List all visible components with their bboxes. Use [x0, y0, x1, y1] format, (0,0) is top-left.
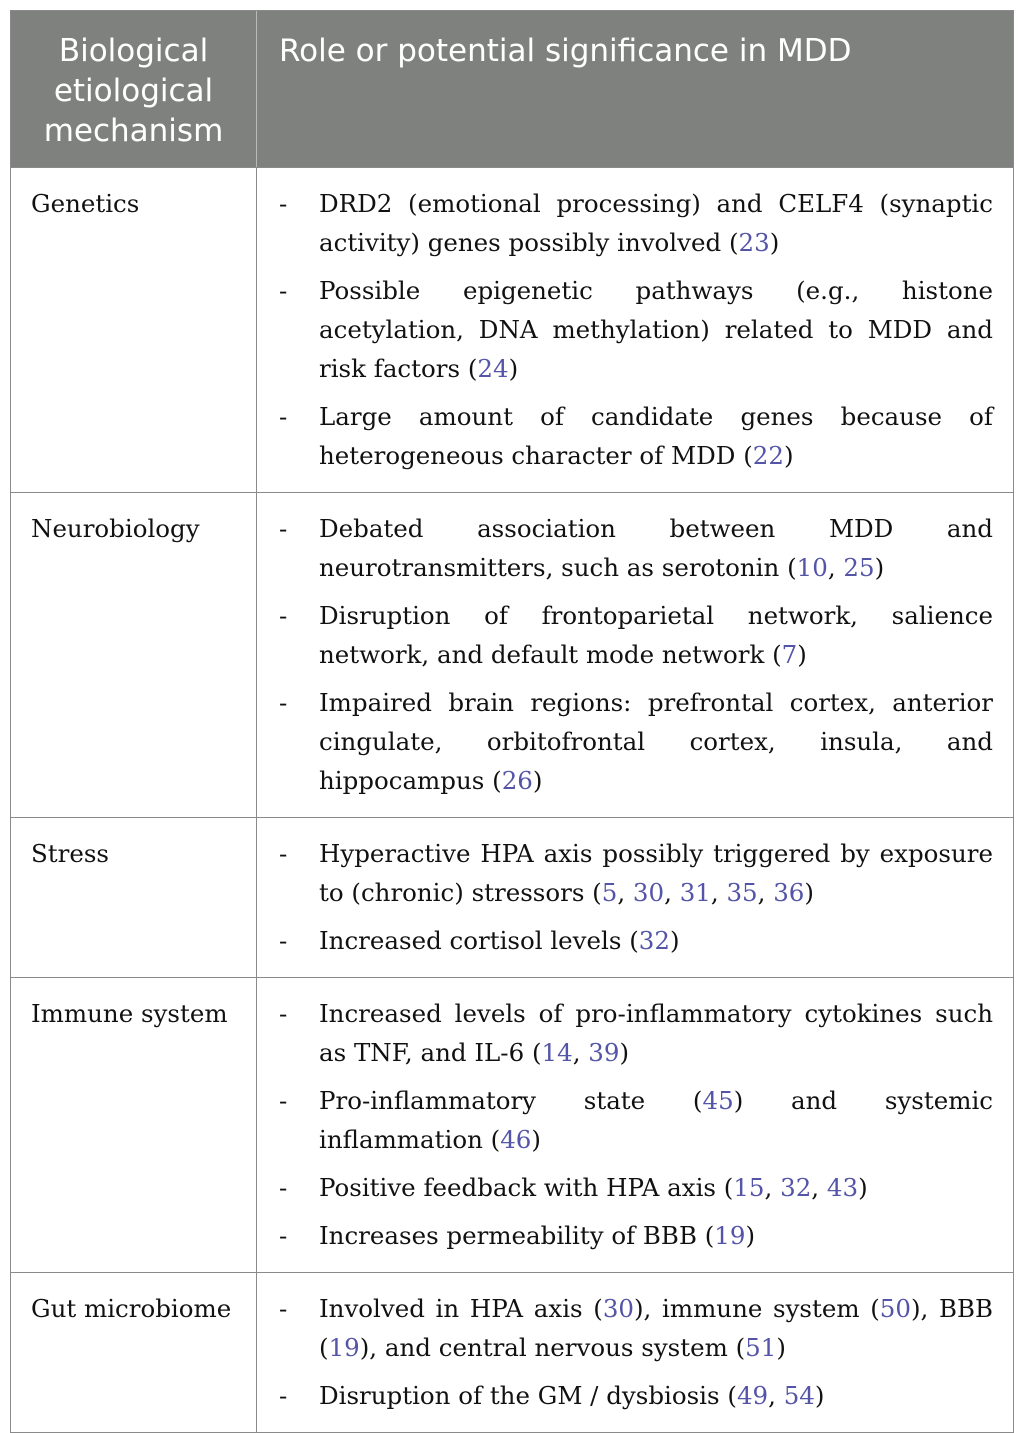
item-text [319, 683, 993, 800]
table-row [11, 818, 1013, 978]
mechanism-cell: Stress [11, 818, 257, 977]
text-segment: ) [874, 553, 885, 582]
citation-link[interactable]: 36 [773, 878, 805, 907]
citation-link[interactable]: 49 [736, 1381, 769, 1410]
list-item [279, 271, 993, 388]
citation-link[interactable]: 51 [745, 1333, 777, 1362]
list-item [279, 1289, 993, 1367]
citation-link[interactable]: 45 [702, 1086, 734, 1115]
citation-link[interactable]: 32 [638, 926, 670, 955]
item-text [319, 1376, 993, 1415]
citation-link[interactable]: 19 [714, 1221, 746, 1250]
item-text [319, 397, 993, 475]
item-text [319, 834, 993, 912]
citation-link[interactable]: 25 [843, 553, 875, 582]
role-cell [257, 818, 1013, 977]
text-segment: ) [745, 1221, 756, 1250]
text-segment: ) [532, 766, 543, 795]
bullet-dash: - [279, 1221, 288, 1250]
text-segment: ), BBB ( [319, 1294, 993, 1362]
bullet-dash: - [279, 926, 288, 955]
list-item [279, 1216, 993, 1255]
item-text [319, 1289, 993, 1367]
text-segment: Increased levels of pro-inflammatory cytokines such as TNF, and IL-6 ( [319, 999, 993, 1067]
list-item [279, 397, 993, 475]
text-segment: Disruption of frontoparietal network, salience network, and default mode network ( [319, 601, 993, 669]
text-segment: Hyperactive HPA axis possibly triggered by exposure to (chronic) stressors ( [319, 839, 993, 907]
citation-link[interactable]: 24 [477, 354, 509, 383]
list-item [279, 184, 993, 262]
bullet-dash: - [279, 999, 288, 1028]
text-segment: ) [858, 1173, 868, 1202]
mechanism-cell: Genetics [11, 168, 257, 492]
role-cell [257, 1273, 1013, 1432]
citation-link[interactable]: 30 [602, 1294, 634, 1323]
bullet-dash: - [279, 688, 288, 717]
text-segment: , [617, 878, 633, 907]
citation-link[interactable]: 43 [826, 1173, 859, 1202]
text-segment: , [664, 878, 680, 907]
citation-link[interactable]: 5 [601, 878, 618, 907]
role-cell [257, 168, 1013, 492]
table-row [11, 493, 1013, 818]
citation-link[interactable]: 26 [501, 766, 533, 795]
list-item [279, 834, 993, 912]
text-segment: Involved in HPA axis ( [319, 1294, 603, 1323]
text-segment: ) [776, 1333, 786, 1362]
citation-link[interactable]: 10 [796, 553, 828, 582]
citation-link[interactable]: 35 [726, 878, 758, 907]
bullet-dash: - [279, 1294, 288, 1323]
citation-link[interactable]: 19 [328, 1333, 360, 1362]
bullet-dash: - [279, 1086, 288, 1115]
text-segment: ) [797, 640, 807, 669]
role-cell [257, 493, 1013, 817]
text-segment: , [572, 1038, 589, 1067]
header-role: Role or potential significance in MDD [279, 33, 852, 69]
mechanism-cell: Gut microbiome [11, 1273, 257, 1432]
text-segment: Positive feedback with HPA axis ( [319, 1173, 734, 1202]
text-segment: ) [769, 228, 780, 257]
bullet-dash: - [279, 601, 288, 630]
text-segment: , [768, 1381, 784, 1410]
bullet-dash: - [279, 1381, 288, 1410]
text-segment: DRD2 (emotional processing) and CELF4 (synaptic activity) genes possibly involved ( [319, 189, 993, 257]
table-header [11, 11, 1013, 168]
text-segment: , [827, 553, 844, 582]
item-text [319, 1168, 993, 1207]
text-segment: Impaired brain regions: prefrontal cortex, anterior cingulate, orbitofrontal cortex, insula, and hippocampus ( [319, 688, 993, 795]
citation-link[interactable]: 14 [541, 1038, 573, 1067]
citation-link[interactable]: 39 [588, 1038, 620, 1067]
text-segment: ), immune system ( [634, 1294, 880, 1323]
text-segment: , [764, 1173, 781, 1202]
text-segment: Large amount of candidate genes because of heterogeneous character of MDD ( [319, 402, 993, 470]
list-item [279, 1081, 993, 1159]
list-item [279, 1376, 993, 1415]
citation-link[interactable]: 7 [781, 640, 798, 669]
text-segment: Possible epigenetic pathways (e.g., histone acetylation, DNA methylation) related to MDD and risk factors ( [319, 276, 993, 383]
citation-link[interactable]: 22 [752, 441, 784, 470]
text-segment: ) [669, 926, 680, 955]
citation-link[interactable]: 23 [738, 228, 770, 257]
role-cell [257, 978, 1013, 1272]
text-segment: ), and central nervous system ( [359, 1333, 746, 1362]
bullet-dash: - [279, 1173, 288, 1202]
mechanism-cell: Neurobiology [11, 493, 257, 817]
citation-link[interactable]: 50 [879, 1294, 911, 1323]
citation-link[interactable]: 30 [632, 878, 665, 907]
text-segment: ) [804, 878, 814, 907]
text-segment: ) [508, 354, 519, 383]
text-segment: ) [814, 1381, 825, 1410]
citation-link[interactable]: 46 [500, 1125, 532, 1154]
citation-link[interactable]: 32 [780, 1173, 812, 1202]
bullet-dash: - [279, 276, 288, 305]
list-item [279, 994, 993, 1072]
bullet-dash: - [279, 402, 288, 431]
bullet-dash: - [279, 514, 288, 543]
text-segment: ) [619, 1038, 630, 1067]
item-text [319, 1216, 993, 1255]
text-segment: , [710, 878, 727, 907]
mechanisms-table [10, 10, 1014, 1433]
item-text [319, 921, 993, 960]
list-item [279, 509, 993, 587]
text-segment: ) [783, 441, 794, 470]
table-row [11, 1273, 1013, 1432]
item-text [319, 184, 993, 262]
text-segment: ) and systemic inflammation ( [319, 1086, 993, 1154]
table-row [11, 978, 1013, 1273]
table-row [11, 168, 1013, 493]
table-body [11, 168, 1013, 1432]
item-text [319, 596, 993, 674]
list-item [279, 596, 993, 674]
header-mechanism: Biological etiological mechanism [11, 11, 257, 167]
bullet-dash: - [279, 189, 288, 218]
item-text [319, 1081, 993, 1159]
item-text [319, 509, 993, 587]
bullet-dash: - [279, 839, 288, 868]
item-text [319, 994, 993, 1072]
citation-link[interactable]: 15 [733, 1173, 765, 1202]
text-segment: Increased cortisol levels ( [319, 926, 639, 955]
text-segment: Increases permeability of BBB ( [319, 1221, 715, 1250]
citation-link[interactable]: 54 [783, 1381, 815, 1410]
mechanism-cell: Immune system [11, 978, 257, 1272]
text-segment: Disruption of the GM / dysbiosis ( [319, 1381, 737, 1410]
list-item [279, 683, 993, 800]
text-segment: ) [531, 1125, 541, 1154]
text-segment: , [757, 878, 774, 907]
text-segment: Pro-inflammatory state ( [319, 1086, 703, 1115]
text-segment: Debated association between MDD and neurotransmitters, such as serotonin ( [319, 514, 993, 582]
citation-link[interactable]: 31 [679, 878, 711, 907]
text-segment: , [811, 1173, 827, 1202]
list-item [279, 1168, 993, 1207]
item-text [319, 271, 993, 388]
list-item [279, 921, 993, 960]
